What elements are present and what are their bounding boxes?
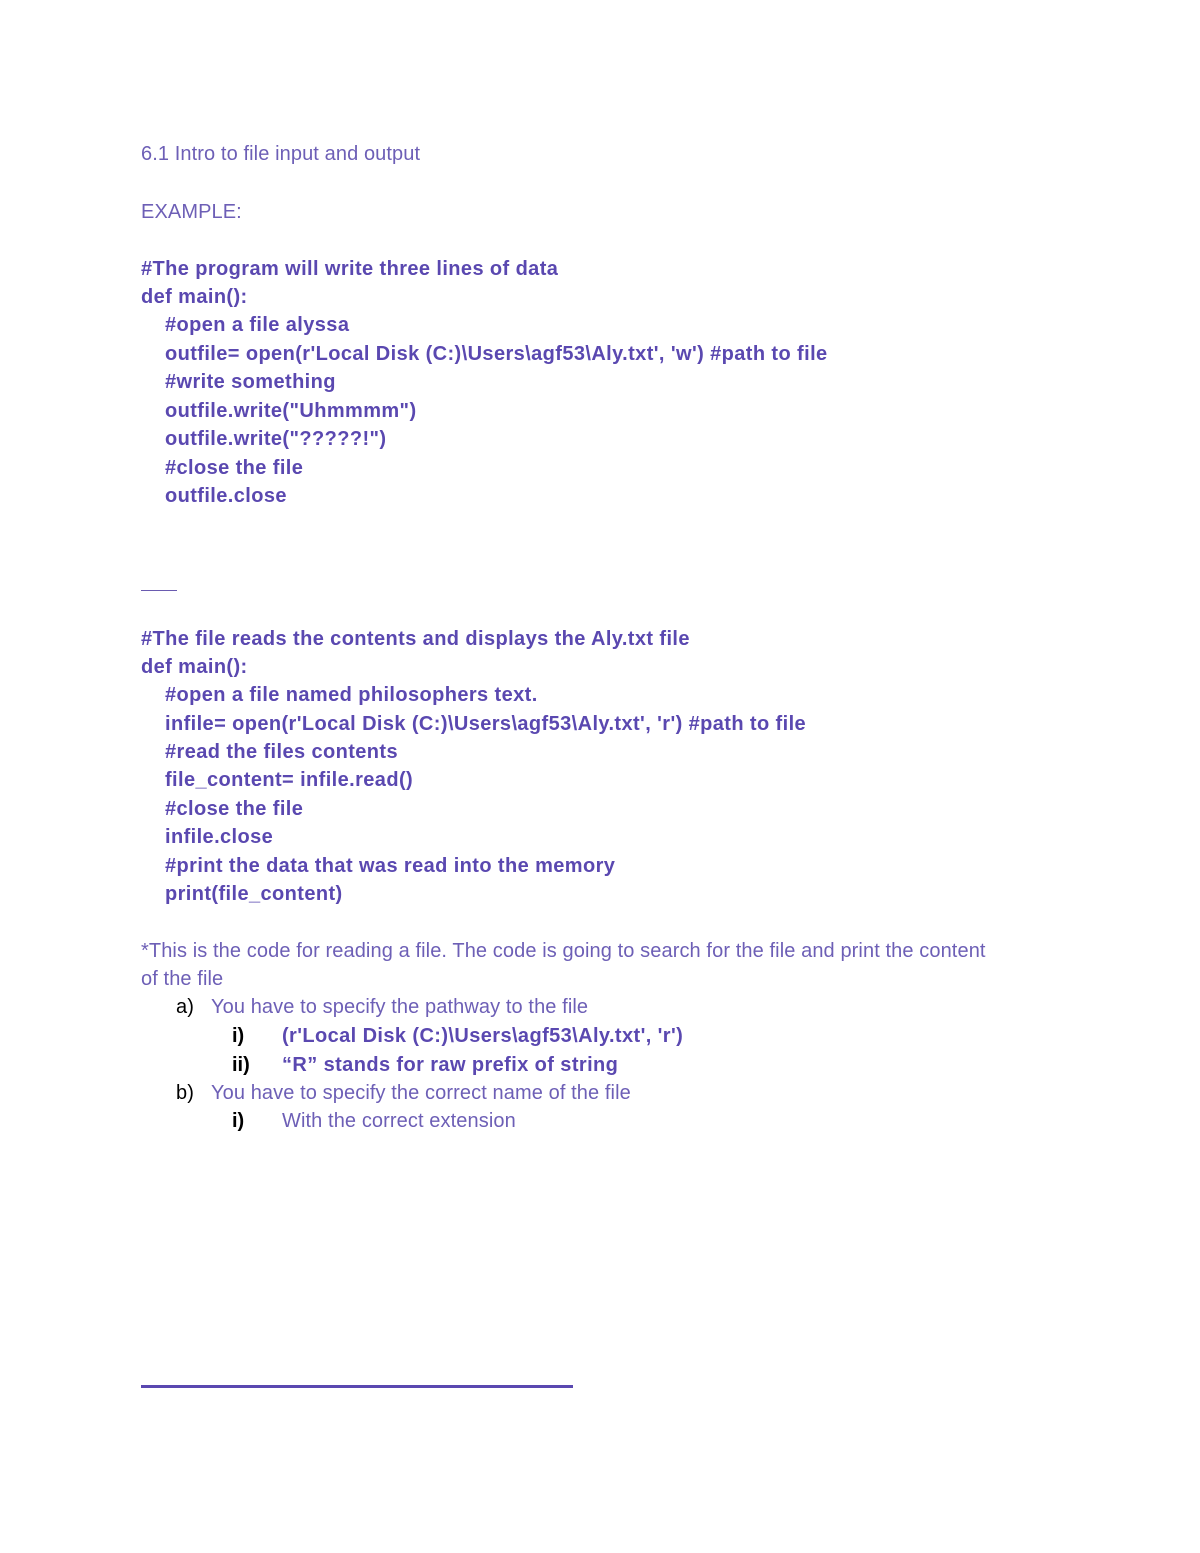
code-line: outfile.close <box>165 485 287 507</box>
list-text: You have to specify the pathway to the file <box>211 996 589 1018</box>
code-line: #close the file <box>165 798 304 820</box>
code-line: #The program will write three lines of data <box>141 258 559 280</box>
code-line: outfile= open(r'Local Disk (C:)\Users\agf53\Aly.txt', 'w') #path to file <box>165 343 828 365</box>
list-marker: a) <box>176 996 194 1018</box>
code-line: #print the data that was read into the memory <box>165 855 616 877</box>
code-line: #read the files contents <box>165 741 398 763</box>
code-line: infile.close <box>165 826 274 848</box>
example-label: EXAMPLE: <box>141 201 242 223</box>
code-line: def main(): <box>141 656 248 678</box>
code-line: outfile.write("?????!") <box>165 428 387 450</box>
note-line-1: *This is the code for reading a file. The code is going to search for the file and print the content <box>141 940 986 962</box>
code-line: outfile.write("Uhmmmm") <box>165 400 417 422</box>
separator-dash <box>141 590 177 591</box>
code-line: print(file_content) <box>165 883 343 905</box>
list-text: You have to specify the correct name of the file <box>211 1082 631 1104</box>
horizontal-rule <box>141 1385 573 1388</box>
note-line-2: of the file <box>141 968 224 990</box>
code-line: def main(): <box>141 286 248 308</box>
section-heading: 6.1 Intro to file input and output <box>141 143 421 165</box>
code-line: infile= open(r'Local Disk (C:)\Users\agf53\Aly.txt', 'r') #path to file <box>165 713 807 735</box>
code-line: #close the file <box>165 457 304 479</box>
sub-list-marker: i) <box>232 1110 245 1132</box>
code-line: #open a file named philosophers text. <box>165 684 538 706</box>
sub-list-marker: ii) <box>232 1054 250 1076</box>
sub-list-text: (r'Local Disk (C:)\Users\agf53\Aly.txt', 'r') <box>282 1025 684 1047</box>
sub-list-text: “R” stands for raw prefix of string <box>282 1054 619 1076</box>
list-marker: b) <box>176 1082 194 1104</box>
code-line: #open a file alyssa <box>165 314 350 336</box>
sub-list-marker: i) <box>232 1025 245 1047</box>
code-line: file_content= infile.read() <box>165 769 414 791</box>
code-line: #The file reads the contents and displays the Aly.txt file <box>141 628 690 650</box>
sub-list-text: With the correct extension <box>282 1110 516 1132</box>
code-line: #write something <box>165 371 336 393</box>
